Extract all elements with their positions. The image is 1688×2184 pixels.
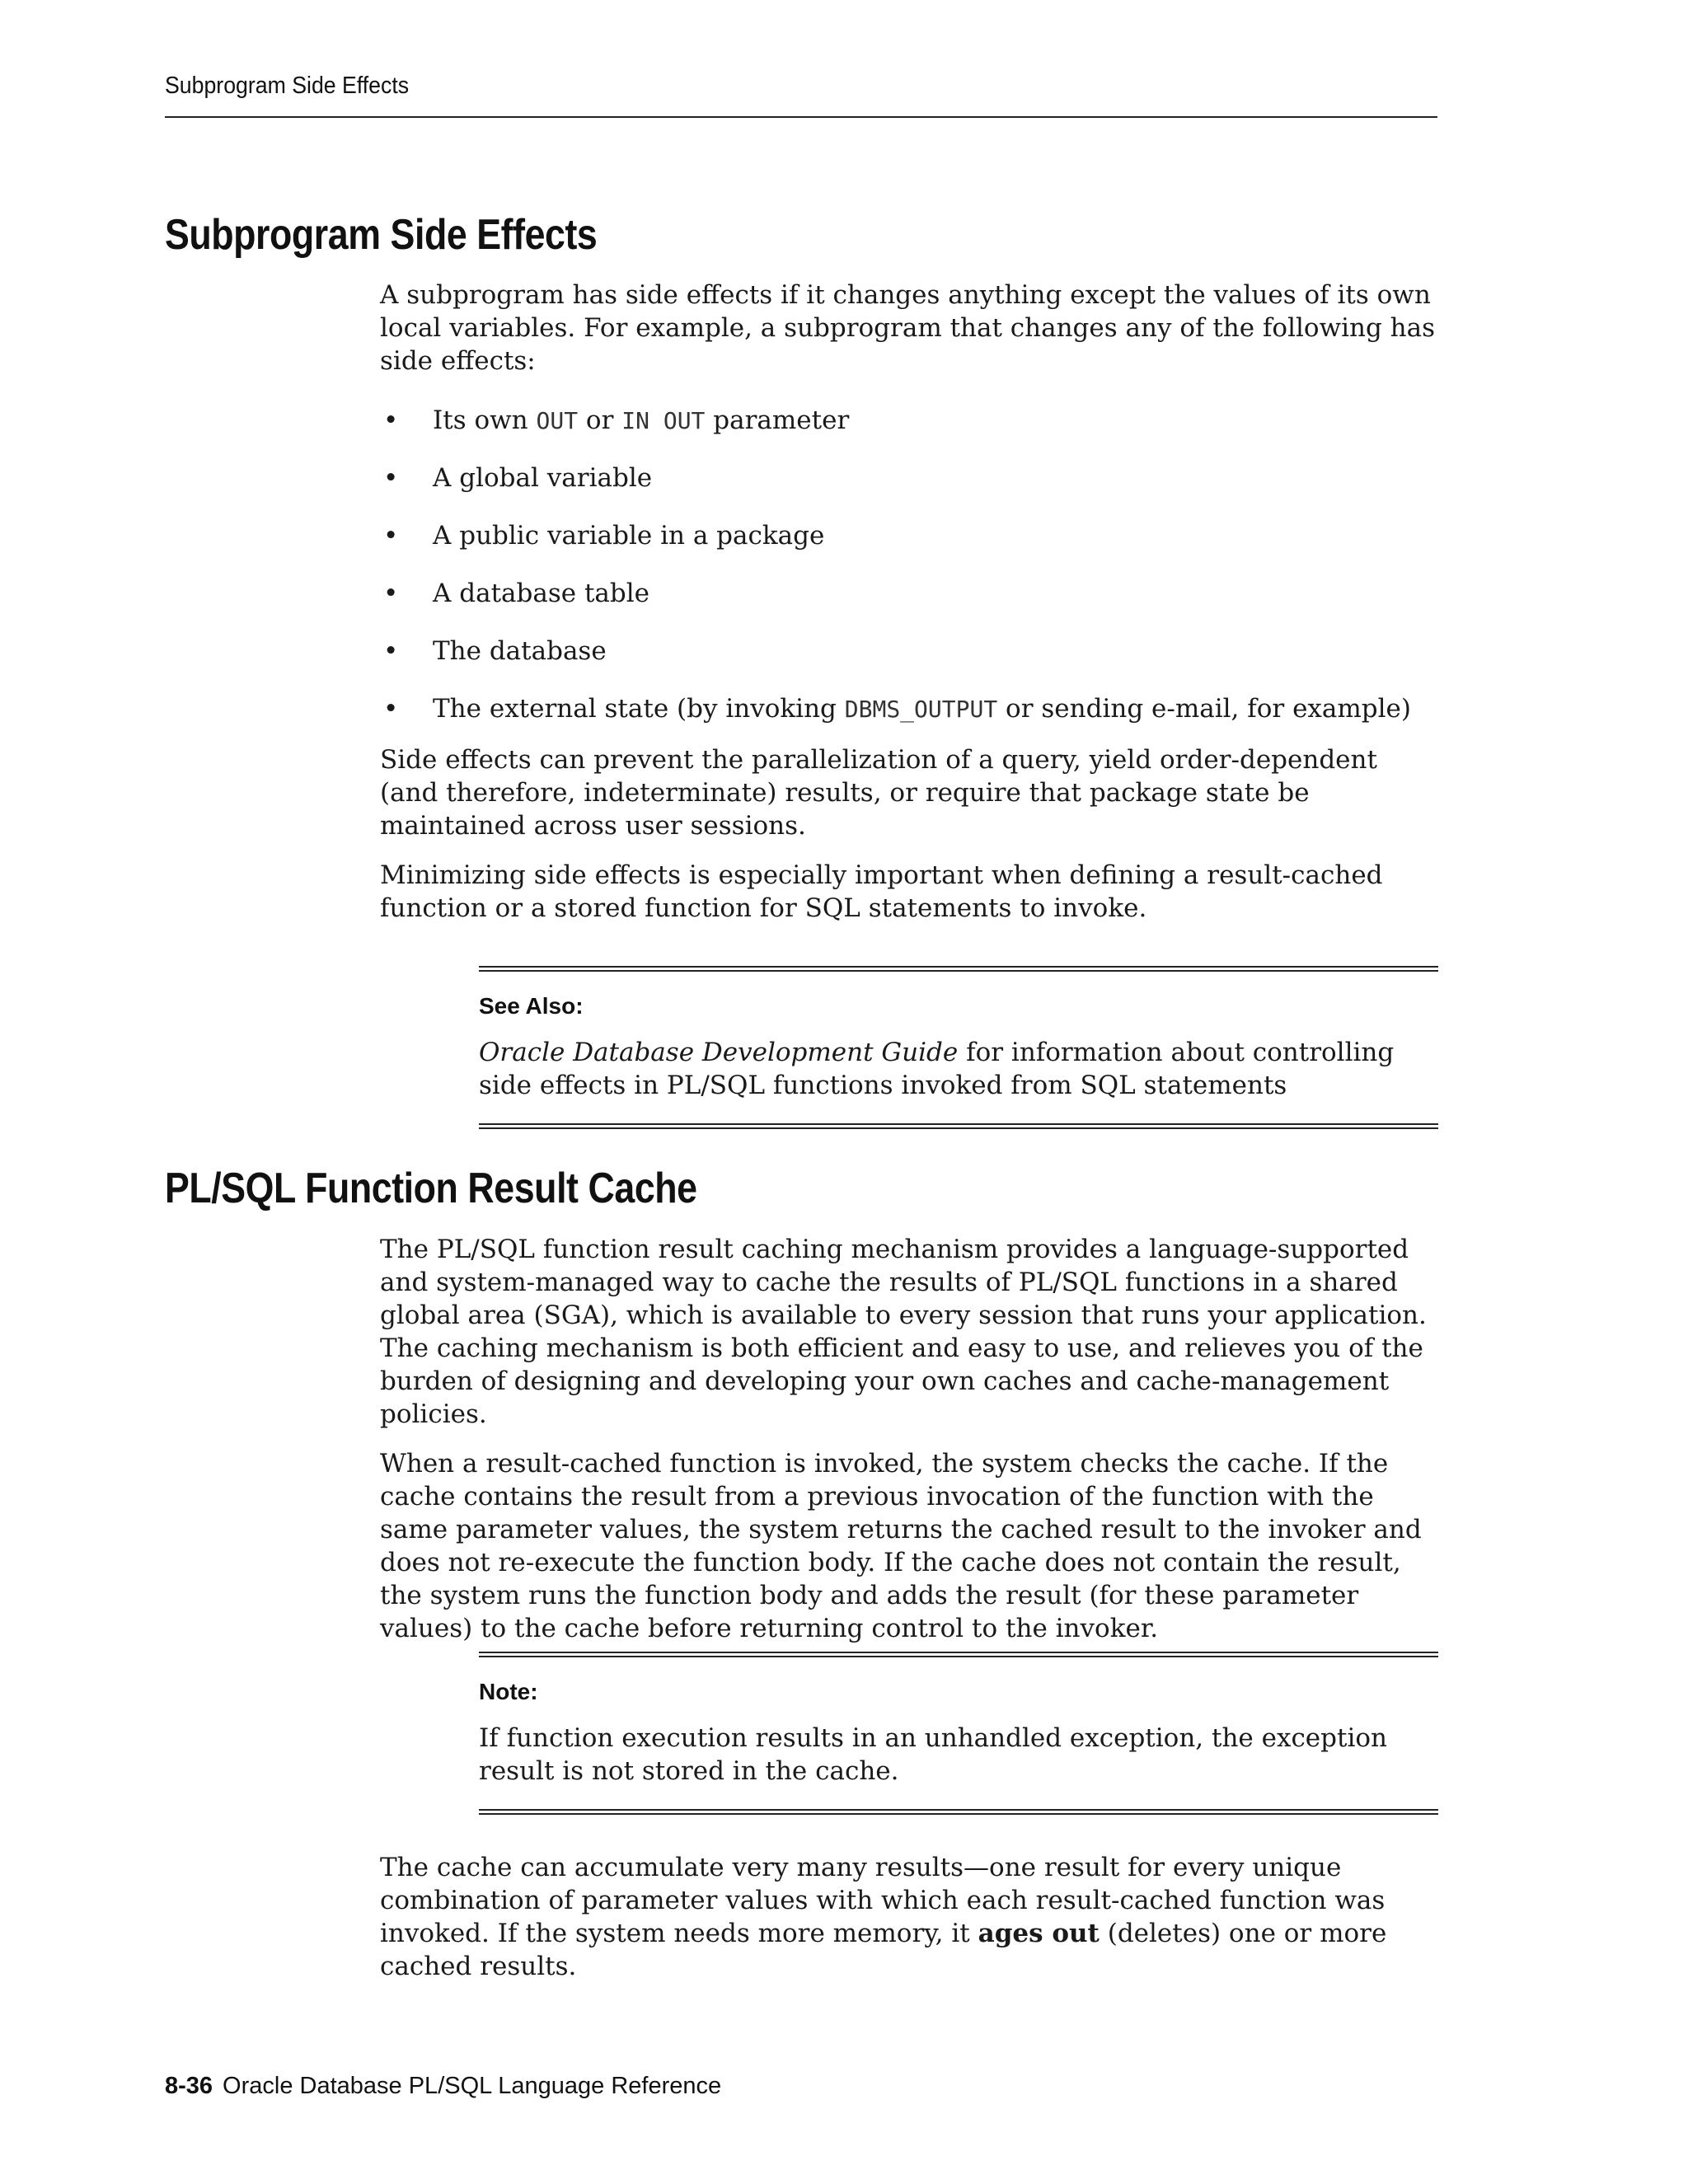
intro-paragraph: A subprogram has side effects if it changes anything except the values of its own local variables. For example, a subprogram that changes any of the following has side effects: [380, 280, 1436, 376]
see-also-text: Oracle Database Development Guide for information about controlling side effects in PL/SQL functions invoked from SQL statements [479, 1038, 1395, 1100]
list-item: • The external state (by invoking DBMS_OUTPUT or sending e-mail, for example) [383, 694, 1411, 724]
page-footer [165, 2073, 721, 2100]
bullet-icon: • [383, 405, 399, 435]
paragraph-minimizing: Minimizing side effects is especially important when defining a result-cached function or a stored function for SQL statements to invoke. [380, 860, 1383, 923]
list-item: • A public variable in a package [383, 521, 825, 551]
code-out: OUT [536, 407, 579, 434]
section2-body [380, 1233, 1439, 1645]
code-in-out: IN OUT [621, 407, 706, 434]
side-effects-list [380, 404, 1439, 743]
note-top-rule [479, 1652, 1438, 1657]
section-heading-side-effects: Subprogram Side Effects [165, 211, 598, 259]
list-item: • A global variable [383, 463, 653, 493]
section-heading-result-cache: PL/SQL Function Result Cache [165, 1165, 697, 1212]
note-text: If function execution results in an unhandled exception, the exception result is not stored in the cache. [479, 1723, 1387, 1786]
bullet-icon: • [383, 694, 399, 724]
paragraph-caching-mechanism: The PL/SQL function result caching mechanism provides a language-supported and system-managed way to cache the results of PL/SQL functions in a shared global area (SGA), which is available to every session that runs your application. The caching mechanism is both efficient and easy to use, and relieves you of the burden of designing and developing your own caches and cache-management policies. [380, 1235, 1427, 1429]
section1-body [380, 279, 1439, 925]
bullet-icon: • [383, 636, 399, 666]
code-dbms-output: DBMS_OUTPUT [844, 696, 998, 723]
term-ages-out: ages out [978, 1919, 1100, 1948]
bullet-icon: • [383, 579, 399, 608]
book-reference: Oracle Database Development Guide [479, 1038, 959, 1067]
list-item: • A database table [383, 579, 649, 608]
see-also-callout [479, 966, 1438, 1129]
note-callout [479, 1652, 1438, 1815]
book-title: Oracle Database PL/SQL Language Reference [223, 2073, 722, 2099]
section2-closing [380, 1851, 1439, 1983]
running-header: Subprogram Side Effects [165, 73, 410, 99]
callout-bottom-rule [479, 1123, 1438, 1129]
paragraph-parallelization: Side effects can prevent the parallelization of a query, yield order-dependent (and therefore, indeterminate) results, or require that package state be maintained across user sessions. [380, 745, 1377, 841]
paragraph-cache-check: When a result-cached function is invoked, the system checks the cache. If the cache contains the result from a previous invocation of the function with the same parameter values, the system returns the cached result to the invoker and does not re-execute the function body. If the cache does not contain the result, the system runs the function body and adds the result (for these parameter values) to the cache before returning control to the invoker. [380, 1449, 1422, 1643]
see-also-title: See Also: [479, 993, 584, 1019]
header-rule [165, 116, 1437, 118]
list-item: • Its own OUT or IN OUT parameter [383, 405, 850, 435]
list-item: • The database [383, 636, 607, 666]
bullet-icon: • [383, 463, 399, 493]
note-title: Note: [479, 1679, 538, 1704]
page-number: 8-36 [165, 2073, 213, 2099]
bullet-icon: • [383, 521, 399, 551]
note-bottom-rule [479, 1809, 1438, 1815]
paragraph-accumulate: The cache can accumulate very many results—one result for every unique combination of parameter values with which each result-cached function was invoked. If the system needs more memory, it ages out (deletes) one or more cached results. [380, 1853, 1387, 1981]
callout-top-rule [479, 966, 1438, 972]
